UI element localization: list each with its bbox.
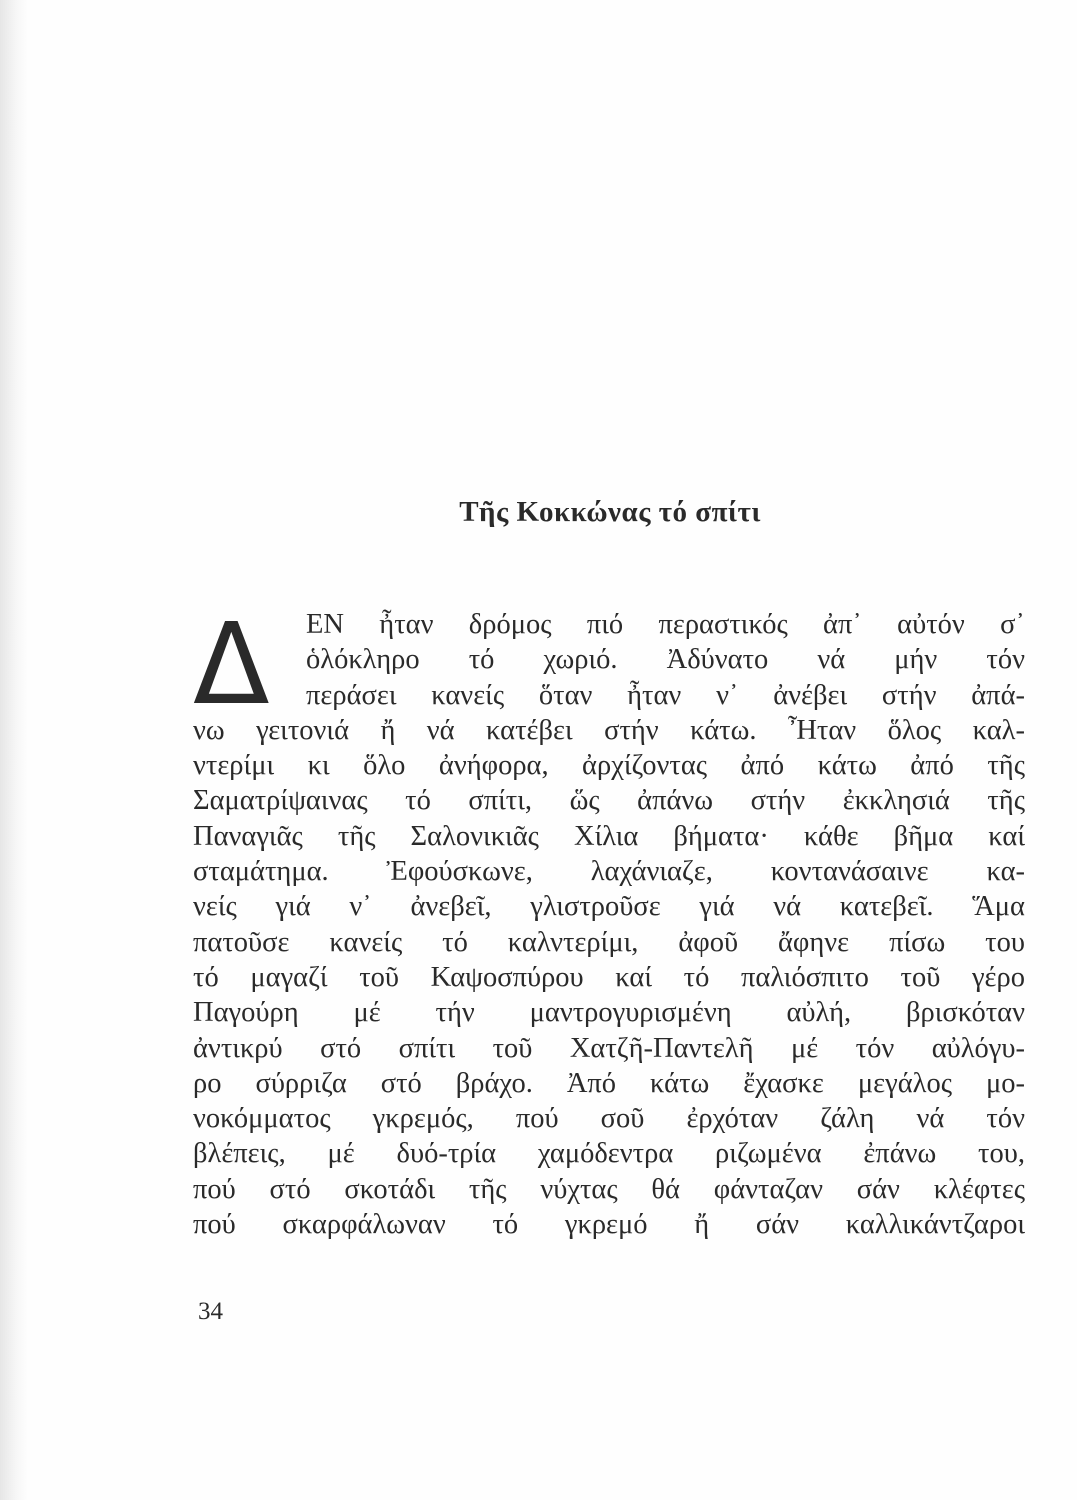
text-line: Παγούρη μέ τήν μαντρογυρισμένη αὐλή, βρισκόταν — [193, 997, 1025, 1029]
text-line: νοκόμματος γκρεμός, πού σοῦ ἐρχόταν ζάλη νά τόν — [193, 1103, 1025, 1135]
text-line: σταμάτημα. Ἐφούσκωνε, λαχάνιαζε, κοντανάσαινε κα- — [193, 856, 1025, 888]
text-line: νω γειτονιά ἤ νά κατέβει στήν κάτω. Ἦταν ὅλος καλ- — [193, 714, 1025, 746]
text-line: ντερίμι κι ὅλο ἀνήφορα, ἀρχίζοντας ἀπό κάτω ἀπό τῆς — [193, 750, 1025, 782]
text-line: περάσει κανείς ὅταν ἦταν ν᾽ ἀνέβει στήν ἀπά- — [306, 679, 1025, 711]
page-number: 34 — [198, 1298, 223, 1325]
text-line: νείς γιά ν᾽ ἀνεβεῖ, γλιστροῦσε γιά νά κατεβεῖ. Ἅμα — [193, 891, 1025, 923]
text-line: πού στό σκοτάδι τῆς νύχτας θά φάνταζαν σάν κλέφτες — [193, 1173, 1025, 1205]
chapter-body — [193, 600, 1025, 1242]
text-line: ὁλόκληρο τό χωριό. Ἀδύνατο νά μήν τόν — [306, 644, 1025, 676]
drop-cap: Δ — [193, 600, 270, 730]
text-line: Σαματρίψαινας τό σπίτι, ὥς ἀπάνω στήν ἐκκλησιά τῆς — [193, 785, 1025, 817]
text-line: πατοῦσε κανείς τό καλντερίμι, ἀφοῦ ἄφηνε πίσω του — [193, 926, 1025, 958]
text-line: ἀντικρύ στό σπίτι τοῦ Χατζῆ-Παντελῆ μέ τόν αὐλόγυ- — [193, 1032, 1025, 1064]
text-line: ΕΝ ἦταν δρόμος πιό περαστικός ἀπ᾽ αὐτόν σ᾽ — [306, 609, 1025, 640]
page-edge-shadow — [0, 0, 28, 1500]
text-line: ρο σύρριζα στό βράχο. Ἀπό κάτω ἔχασκε μεγάλος μο- — [193, 1067, 1025, 1099]
chapter-title: Τῆς Κοκκώνας τό σπίτι — [459, 496, 761, 528]
text-line: Παναγιᾶς τῆς Σαλονικιᾶς Χίλια βήματα· κάθε βῆμα καί — [193, 820, 1025, 852]
text-line: πού σκαρφάλωναν τό γκρεμό ἤ σάν καλλικάντζαροι — [193, 1209, 1025, 1241]
text-line: τό μαγαζί τοῦ Καψοσπύρου καί τό παλιόσπιτο τοῦ γέρο — [193, 961, 1025, 993]
text-line: βλέπεις, μέ δυό-τρία χαμόδεντρα ριζωμένα ἐπάνω του, — [193, 1138, 1025, 1170]
